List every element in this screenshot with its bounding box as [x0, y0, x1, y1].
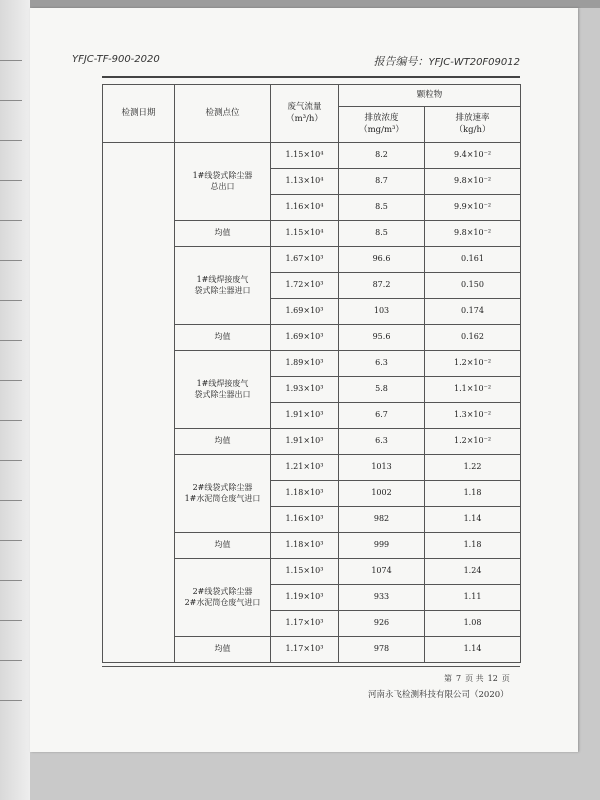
- point-cell: 1#线焊接废气 袋式除尘器进口: [175, 247, 271, 325]
- rate-cell: 1.22: [425, 455, 521, 481]
- point-cell: 1#线焊接废气 袋式除尘器出口: [175, 351, 271, 429]
- conc-cell: 1013: [339, 455, 425, 481]
- flow-cell: 1.16×10³: [271, 507, 339, 533]
- flow-cell: 1.15×10⁴: [271, 221, 339, 247]
- avg-label: 均值: [175, 637, 271, 663]
- report-label: 报告编号：: [373, 55, 429, 68]
- conc-cell: 8.5: [339, 195, 425, 221]
- page-prefix: 第: [444, 674, 452, 683]
- page-current: 7: [456, 674, 462, 683]
- rate-cell: 9.8×10⁻²: [425, 169, 521, 195]
- page-suffix: 页: [501, 674, 510, 683]
- flow-cell: 1.91×10³: [271, 403, 339, 429]
- rate-cell: 9.9×10⁻²: [425, 195, 521, 221]
- flow-cell: 1.18×10³: [271, 481, 339, 507]
- rate-cell: 9.4×10⁻²: [425, 143, 521, 169]
- conc-cell: 6.3: [339, 429, 425, 455]
- flow-cell: 1.17×10³: [271, 611, 339, 637]
- flow-cell: 1.15×10⁴: [271, 143, 339, 169]
- conc-cell: 87.2: [339, 273, 425, 299]
- rate-cell: 0.161: [425, 247, 521, 273]
- flow-label: 废气流量: [287, 102, 322, 113]
- conc-cell: 96.6: [339, 247, 425, 273]
- flow-cell: 1.89×10³: [271, 351, 339, 377]
- conc-cell: 6.3: [339, 351, 425, 377]
- rate-cell: 1.24: [425, 559, 521, 585]
- flow-cell: 1.18×10³: [271, 533, 339, 559]
- col-header-date: 检测日期: [103, 85, 175, 143]
- header-rule: [102, 76, 520, 78]
- point-cell: 1#线袋式除尘器 总出口: [175, 143, 271, 221]
- page-header: [72, 52, 520, 72]
- conc-cell: 95.6: [339, 325, 425, 351]
- flow-cell: 1.67×10³: [271, 247, 339, 273]
- conc-cell: 8.7: [339, 169, 425, 195]
- rate-cell: 0.150: [425, 273, 521, 299]
- rate-cell: 1.18: [425, 481, 521, 507]
- point-cell: 2#线袋式除尘器 2#水泥筒仓废气进口: [175, 559, 271, 637]
- flow-unit: （m³/h）: [286, 113, 323, 124]
- rate-cell: 1.14: [425, 507, 521, 533]
- conc-cell: 8.5: [339, 221, 425, 247]
- rate-cell: 0.162: [425, 325, 521, 351]
- rate-label: 排放速率: [455, 113, 490, 124]
- rate-cell: 1.2×10⁻²: [425, 429, 521, 455]
- col-header-concentration: [339, 107, 425, 143]
- doc-code: YFJC-TF-900-2020: [72, 54, 160, 65]
- rate-cell: 1.08: [425, 611, 521, 637]
- conc-cell: 982: [339, 507, 425, 533]
- date-cell: [103, 143, 175, 663]
- conc-cell: 103: [339, 299, 425, 325]
- table-row: [103, 143, 521, 169]
- flow-cell: 1.91×10³: [271, 429, 339, 455]
- flow-cell: 1.69×10³: [271, 299, 339, 325]
- avg-label: 均值: [175, 221, 271, 247]
- rate-cell: 1.3×10⁻²: [425, 403, 521, 429]
- conc-cell: 6.7: [339, 403, 425, 429]
- flow-cell: 1.72×10³: [271, 273, 339, 299]
- conc-cell: 8.2: [339, 143, 425, 169]
- company-name: 河南永飞检测科技有限公司（2020）: [368, 690, 509, 700]
- rate-cell: 1.11: [425, 585, 521, 611]
- flow-cell: 1.21×10³: [271, 455, 339, 481]
- avg-label: 均值: [175, 533, 271, 559]
- conc-cell: 5.8: [339, 377, 425, 403]
- flow-cell: 1.69×10³: [271, 325, 339, 351]
- page-mid: 页 共: [465, 674, 484, 683]
- flow-cell: 1.16×10⁴: [271, 195, 339, 221]
- conc-cell: 926: [339, 611, 425, 637]
- footer-rule: [102, 666, 520, 667]
- page-number: [442, 673, 512, 684]
- flow-cell: 1.15×10³: [271, 559, 339, 585]
- conc-label: 排放浓度: [364, 113, 399, 124]
- emission-table: [102, 84, 521, 663]
- conc-cell: 978: [339, 637, 425, 663]
- rate-cell: 9.8×10⁻²: [425, 221, 521, 247]
- rate-cell: 1.18: [425, 533, 521, 559]
- flow-cell: 1.93×10³: [271, 377, 339, 403]
- conc-cell: 1002: [339, 481, 425, 507]
- conc-unit: （mg/m³）: [359, 124, 404, 135]
- col-header-point: 检测点位: [175, 85, 271, 143]
- conc-cell: 1074: [339, 559, 425, 585]
- binding-strip: [0, 0, 30, 800]
- avg-label: 均值: [175, 325, 271, 351]
- conc-cell: 999: [339, 533, 425, 559]
- rate-unit: （kg/h）: [454, 124, 491, 135]
- col-header-flow: [271, 85, 339, 143]
- conc-cell: 933: [339, 585, 425, 611]
- rate-cell: 1.14: [425, 637, 521, 663]
- report-no-value: YFJC-WT20F09012: [428, 57, 520, 68]
- flow-cell: 1.19×10³: [271, 585, 339, 611]
- col-header-rate: [425, 107, 521, 143]
- page-total: 12: [487, 674, 498, 683]
- scan-top-edge: [0, 0, 600, 8]
- rate-cell: 1.2×10⁻²: [425, 351, 521, 377]
- rate-cell: 1.1×10⁻²: [425, 377, 521, 403]
- point-cell: 2#线袋式除尘器 1#水泥筒仓废气进口: [175, 455, 271, 533]
- col-header-particulate: 颗粒物: [339, 85, 521, 107]
- flow-cell: 1.17×10³: [271, 637, 339, 663]
- rate-cell: 0.174: [425, 299, 521, 325]
- flow-cell: 1.13×10⁴: [271, 169, 339, 195]
- avg-label: 均值: [175, 429, 271, 455]
- report-number: [373, 53, 520, 69]
